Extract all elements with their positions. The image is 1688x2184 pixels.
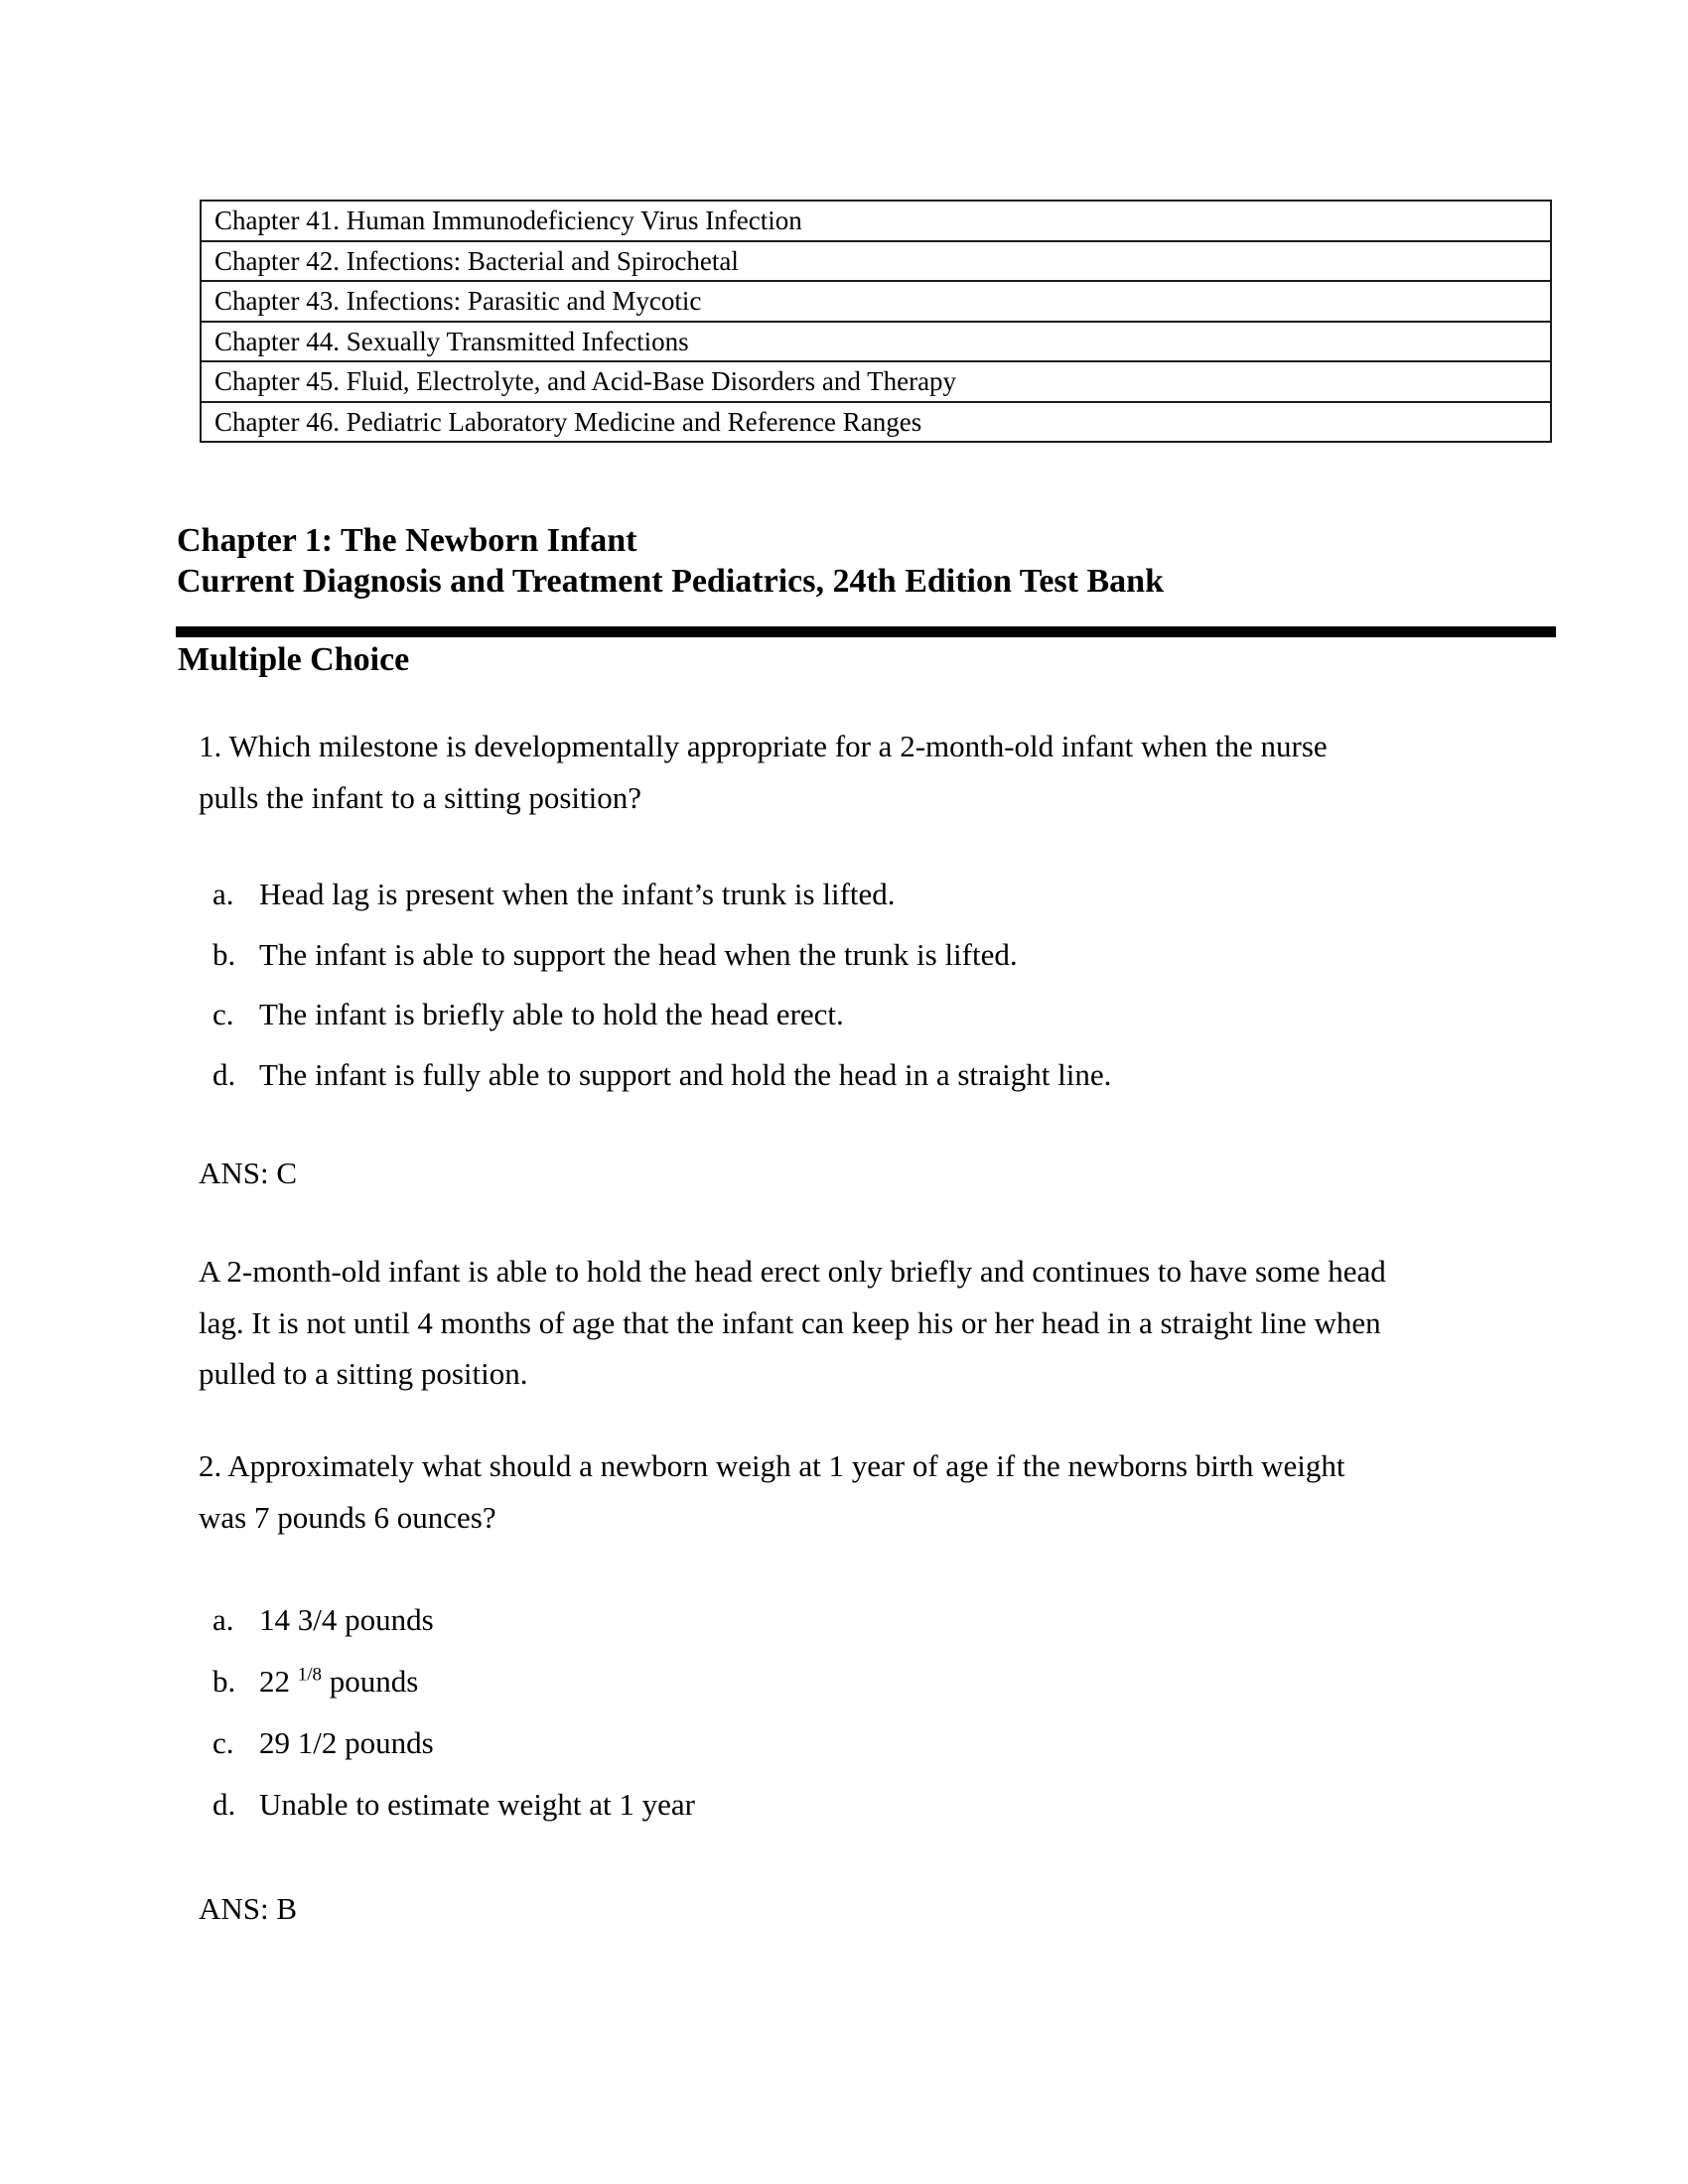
option-text: 29 1/2 pounds xyxy=(259,1725,434,1760)
option-row xyxy=(212,865,1111,925)
option-letter: c. xyxy=(212,997,234,1031)
option-row xyxy=(212,985,1111,1045)
option-letter: a. xyxy=(212,877,234,911)
question-text-line: pulls the infant to a sitting position? xyxy=(199,780,642,815)
option-letter: c. xyxy=(212,1725,234,1760)
table-cell: Chapter 41. Human Immunodeficiency Virus Infection xyxy=(214,205,802,235)
table-row xyxy=(202,280,1550,321)
question-2-options xyxy=(212,1589,695,1836)
option-row xyxy=(212,1774,695,1836)
option-letter: b. xyxy=(212,936,236,972)
question-1-options xyxy=(212,865,1111,1105)
question-2-text xyxy=(199,1440,1344,1544)
option-text: 14 3/4 pounds xyxy=(259,1602,434,1637)
option-text: The infant is able to support the head when the trunk is lifted. xyxy=(259,936,1018,972)
section-divider-rule xyxy=(176,626,1556,637)
option-letter: a. xyxy=(212,1602,234,1637)
table-row xyxy=(202,321,1550,361)
chapter-list-table xyxy=(200,200,1552,443)
rationale-line: lag. It is not until 4 months of age that the infant can keep his or her head in a straight line when xyxy=(199,1304,1381,1340)
question-text-line: 2. Approximately what should a newborn weigh at 1 year of age if the newborns birth weight xyxy=(199,1448,1345,1483)
title-line-1: Chapter 1: The Newborn Infant xyxy=(177,522,637,559)
option-text: Unable to estimate weight at 1 year xyxy=(259,1787,696,1822)
table-cell: Chapter 43. Infections: Parasitic and Mycotic xyxy=(214,286,702,316)
rationale-q1 xyxy=(199,1246,1386,1400)
question-text-line: 1. Which milestone is developmentally appropriate for a 2-month-old infant when the nurse xyxy=(199,729,1328,763)
fraction-superscript: 1/8 xyxy=(297,1664,323,1686)
answer-line-q1: ANS: C xyxy=(199,1156,298,1190)
option-text: The infant is briefly able to hold the head erect. xyxy=(259,997,844,1031)
option-text xyxy=(259,1664,418,1699)
title-line-2: Current Diagnosis and Treatment Pediatrics, 24th Edition Test Bank xyxy=(177,563,1164,600)
option-letter: d. xyxy=(212,1056,236,1092)
option-row xyxy=(212,1712,695,1774)
option-letter: b. xyxy=(212,1664,236,1699)
table-cell: Chapter 46. Pediatric Laboratory Medicine and Reference Ranges xyxy=(214,406,922,437)
option-text: Head lag is present when the infant’s trunk is lifted. xyxy=(259,877,896,911)
option-row xyxy=(212,1045,1111,1106)
section-heading: Multiple Choice xyxy=(178,641,410,678)
rationale-line: pulled to a sitting position. xyxy=(199,1356,528,1391)
option-text: The infant is fully able to support and hold the head in a straight line. xyxy=(259,1056,1112,1092)
option-row xyxy=(212,1651,695,1712)
option-text-base: 22 xyxy=(259,1664,298,1699)
table-row xyxy=(202,202,1550,240)
question-1-text xyxy=(199,721,1328,824)
table-cell: Chapter 44. Sexually Transmitted Infections xyxy=(214,326,689,356)
option-row xyxy=(212,1589,695,1651)
table-row xyxy=(202,360,1550,401)
table-row xyxy=(202,240,1550,281)
table-cell: Chapter 42. Infections: Bacterial and Spirochetal xyxy=(214,245,739,276)
rationale-line: A 2-month-old infant is able to hold the head erect only briefly and continues to have some head xyxy=(199,1254,1386,1289)
option-row xyxy=(212,925,1111,986)
question-text-line: was 7 pounds 6 ounces? xyxy=(199,1500,496,1535)
page-title xyxy=(177,520,1164,602)
option-letter: d. xyxy=(212,1787,236,1822)
answer-line-q2: ANS: B xyxy=(199,1891,298,1926)
table-cell: Chapter 45. Fluid, Electrolyte, and Acid-Base Disorders and Therapy xyxy=(214,366,957,396)
option-text-rest: pounds xyxy=(322,1664,419,1699)
table-row xyxy=(202,401,1550,442)
